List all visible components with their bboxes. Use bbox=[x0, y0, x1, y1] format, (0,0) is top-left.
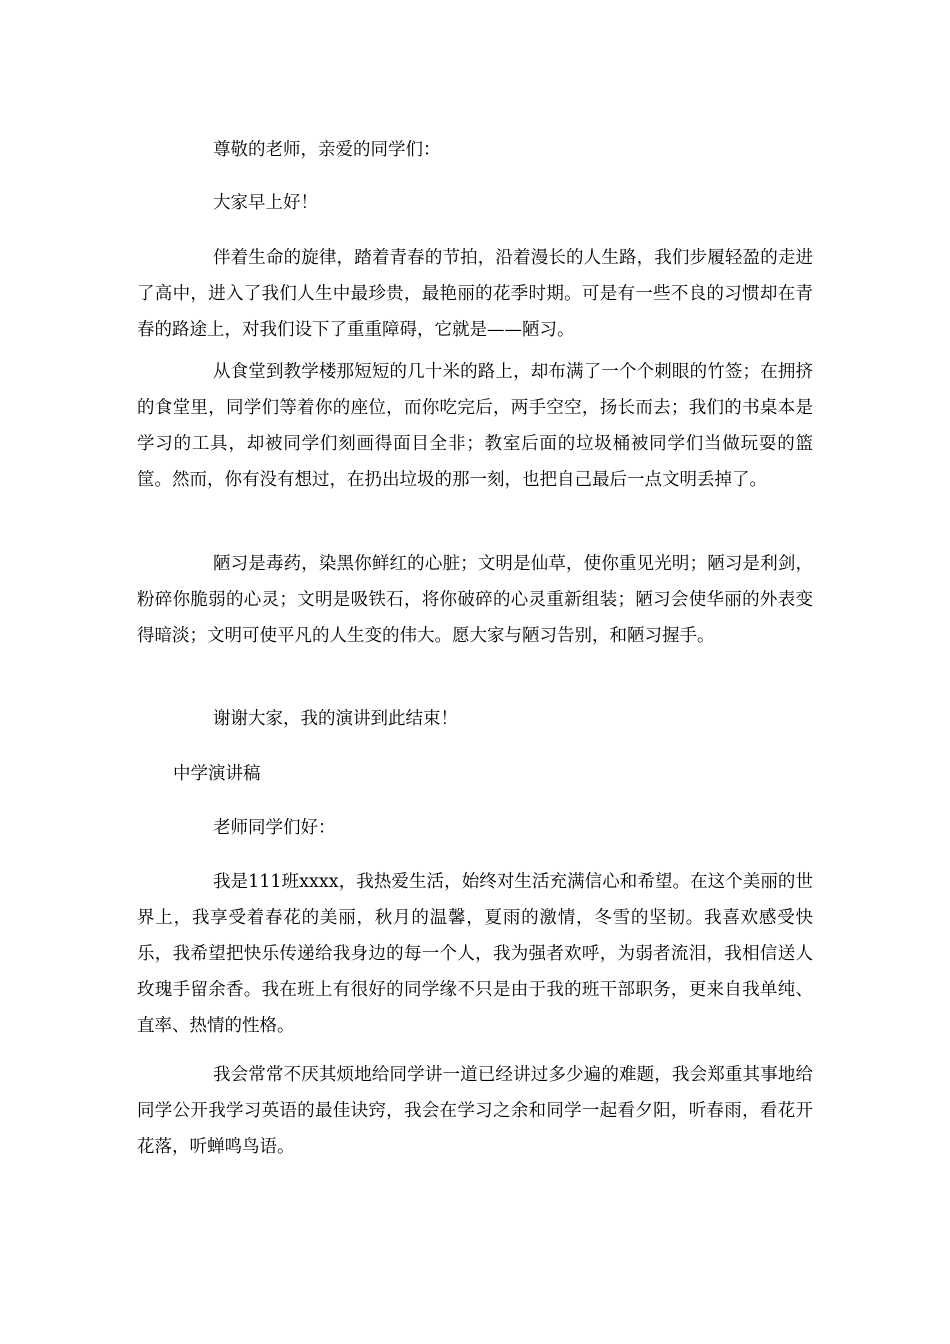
speech1-greeting: 大家早上好！ bbox=[213, 193, 318, 213]
speech2-paragraph-2: 我会常常不厌其烦地给同学讲一道已经讲过多少遍的难题，我会郑重其事地给同学公开我学习英语的最佳诀窍，我会在学习之余和同学一起看夕阳，听春雨，看花开花落，听蝉鸣鸟语。 bbox=[137, 1065, 813, 1157]
speech2-paragraph-1: 我是111班xxxx，我热爱生活，始终对生活充满信心和希望。在这个美丽的世界上，我享受着春花的美丽，秋月的温馨，夏雨的激情，冬雪的坚韧。我喜欢感受快乐，我希望把快乐传递给我身边的每一个人，我为强者欢呼，为弱者流泪，我相信送人玫瑰手留余香。我在班上有很好的同学缘不只是由于我的班干部职务，更来自我单纯、直率、热情的性格。 bbox=[137, 872, 813, 1036]
speech2-title: 中学演讲稿 bbox=[173, 764, 261, 784]
speech1-salutation: 尊敬的老师，亲爱的同学们： bbox=[213, 140, 441, 160]
speech1-paragraph-1: 伴着生命的旋律，踏着青春的节拍，沿着漫长的人生路，我们步履轻盈的走进了高中，进入了我们人生中最珍贵，最艳丽的花季时期。可是有一些不良的习惯却在青春的路途上，对我们设下了重重障碍，它就是——陋习。 bbox=[137, 248, 813, 340]
speech1-paragraph-2: 从食堂到教学楼那短短的几十米的路上，却布满了一个个刺眼的竹签；在拥挤的食堂里，同学们等着你的座位，而你吃完后，两手空空，扬长而去；我们的书桌本是学习的工具，却被同学们刻画得面目全非；教室后面的垃圾桶被同学们当做玩耍的篮筐。然而，你有没有想过，在扔出垃圾的那一刻，也把自己最后一点文明丢掉了。 bbox=[137, 362, 813, 490]
speech2-salutation: 老师同学们好： bbox=[213, 818, 336, 838]
speech1-closing: 谢谢大家，我的演讲到此结束！ bbox=[213, 709, 458, 729]
speech1-paragraph-3: 陋习是毒药，染黑你鲜红的心脏；文明是仙草，使你重见光明；陋习是利剑，粉碎你脆弱的心灵；文明是吸铁石，将你破碎的心灵重新组装；陋习会使华丽的外表变得暗淡；文明可使平凡的人生变的伟大。愿大家与陋习告别，和陋习握手。 bbox=[137, 554, 813, 646]
